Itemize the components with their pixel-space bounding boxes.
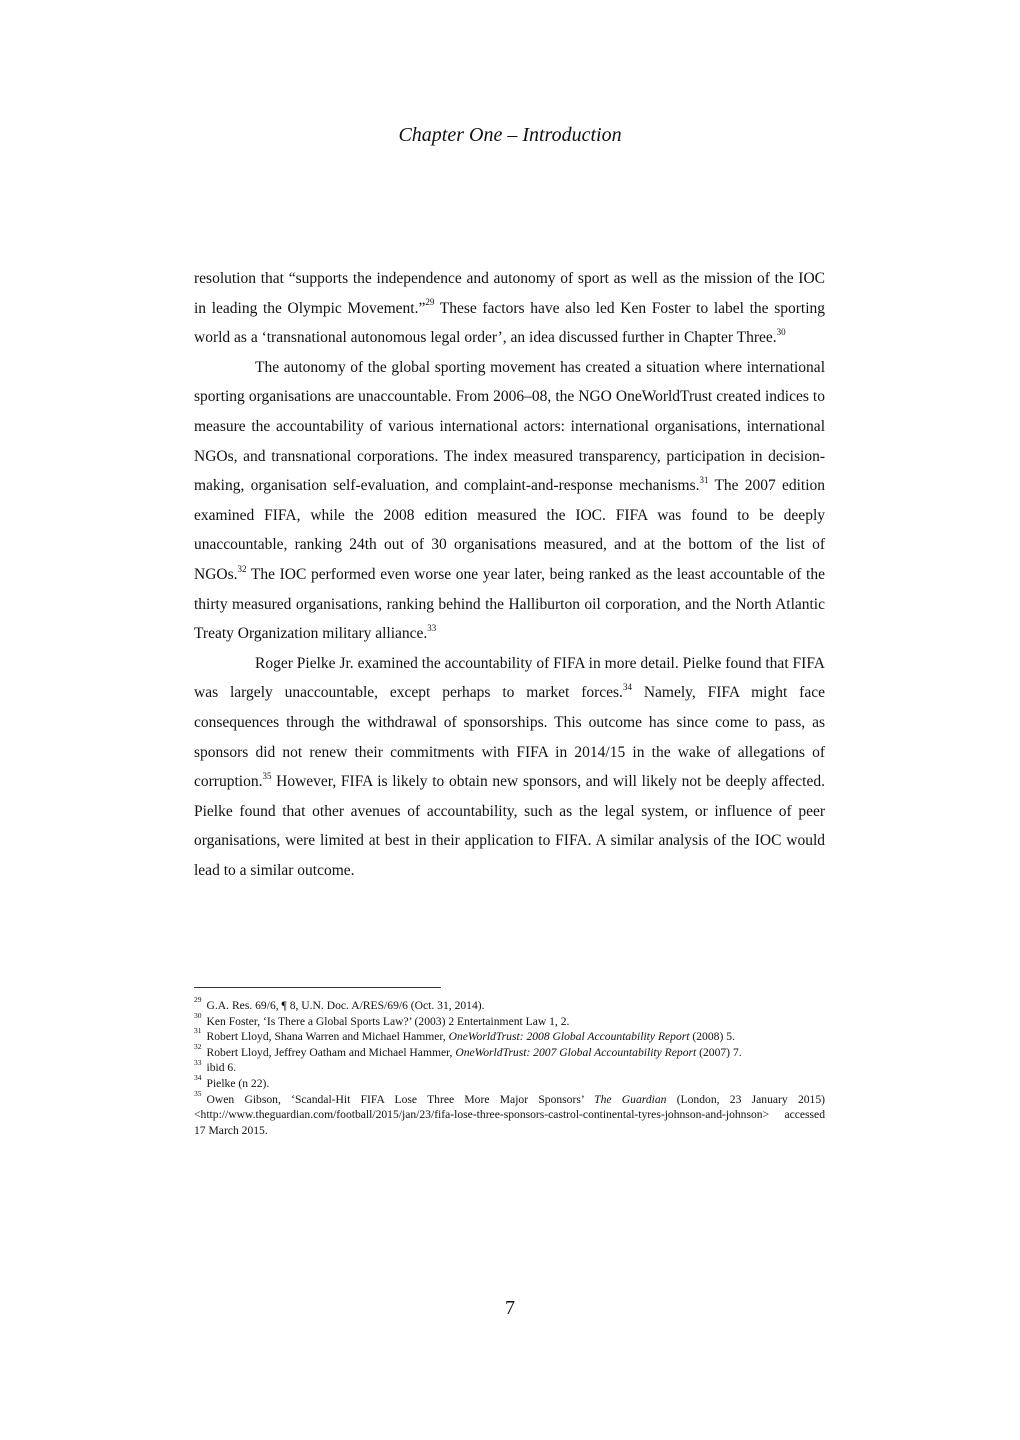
footnote-35 xyxy=(194,1088,826,1139)
footnote-number: 29 xyxy=(194,995,202,1005)
footnote-33 xyxy=(194,1057,825,1076)
footnote-number: 33 xyxy=(194,1057,202,1067)
text-run: The 2007 edition examined FIFA, while the 2008 edition measured the IOC. FIFA was found to be deeply unaccountable, ranking 24th out of 30 organisations measured, and at the bottom of the list of NGOs. xyxy=(194,477,825,583)
footnote-number: 34 xyxy=(194,1073,202,1083)
text-run: Roger Pielke Jr. examined the accountability of FIFA in more detail. Pielke found that FIFA was largely unaccountable, except perhaps to market forces. xyxy=(194,654,825,702)
footnote-number: 30 xyxy=(194,1010,202,1020)
text-run: resolution that “supports the independence and autonomy of sport as well as the mission of the IOC in leading the Olympic Movement.” xyxy=(194,270,825,317)
text-run: The IOC performed even worse one year later, being ranked as the least accountable of the thirty measured organisations, ranking behind the Halliburton oil corporation, and the North Atlantic Treaty Organization military alliance. xyxy=(194,565,825,643)
footnote-ref-29[interactable]: 29 xyxy=(425,297,435,308)
footnote-ref-34[interactable]: 34 xyxy=(622,682,632,693)
footnote-text: (London, 23 January 2015) <http://www.theguardian.com/football/2015/jan/23/fifa-lose-three-sponsors-castrol-continental-tyres-johnson-and-johnson> accessed 17 March 2015. xyxy=(194,1092,826,1137)
text-run: The autonomy of the global sporting movement has created a situation where international sporting organisations are unaccountable. From 2006–08, the NGO OneWorldTrust created indices to measure the accountability of various international actors: international organisations, international NGOs, and transnational corporations. The index measured transparency, participation in decision-making, organisation self-evaluation, and complaint-and-response mechanisms. xyxy=(194,358,825,495)
paragraph-2 xyxy=(194,353,825,649)
footnote-number: 32 xyxy=(194,1041,202,1051)
footnote-ref-33[interactable]: 33 xyxy=(427,622,437,633)
report-title: OneWorldTrust: 2008 Global Accountability Report xyxy=(448,1030,690,1044)
footnote-30 xyxy=(194,1010,825,1030)
footnote-text: G.A. Res. 69/6, ¶ 8, U.N. Doc. A/RES/69/6 (Oct. 31, 2014). xyxy=(206,999,485,1012)
footnote-text: Robert Lloyd, Jeffrey Oatham and Michael Hammer, xyxy=(206,1045,456,1059)
footnote-text: (2007) 7. xyxy=(696,1045,742,1059)
paragraph-1 xyxy=(194,264,825,353)
text-run: However, FIFA is likely to obtain new sponsors, and will likely not be deeply affected. Pielke found that other avenues of accountability, such as the legal system, or influence of peer organisations, were limited at best in their application to FIFA. A similar analysis of the IOC would lead to a similar outcome. xyxy=(194,773,825,879)
page-number: 7 xyxy=(505,1297,515,1319)
footnote-text: Pielke (n 22). xyxy=(206,1076,270,1090)
text-run: These factors have also led Ken Foster to label the sporting world as a ‘transnational autonomous legal order’, an idea discussed further in Chapter Three. xyxy=(194,299,826,347)
footnote-32 xyxy=(194,1041,825,1061)
footnotes xyxy=(194,995,826,1138)
footnote-34 xyxy=(194,1073,825,1092)
footnote-text: (2008) 5. xyxy=(689,1030,735,1044)
report-title: OneWorldTrust: 2007 Global Accountability Report xyxy=(455,1045,697,1059)
footnote-31 xyxy=(194,1026,825,1045)
footnote-text: ibid 6. xyxy=(206,1061,237,1075)
footnote-text: Ken Foster, ‘Is There a Global Sports Law?’ (2003) 2 Entertainment Law 1, 2. xyxy=(206,1014,570,1028)
footnote-ref-30[interactable]: 30 xyxy=(776,327,786,338)
footnote-text: Robert Lloyd, Shana Warren and Michael Hammer, xyxy=(206,1030,449,1044)
footnote-ref-32[interactable]: 32 xyxy=(237,563,247,574)
chapter-title: Chapter One – Introduction xyxy=(398,124,622,146)
paragraph-3 xyxy=(194,649,825,886)
footnote-number: 35 xyxy=(194,1088,202,1098)
newspaper-title: The Guardian xyxy=(594,1092,667,1106)
footnote-ref-31[interactable]: 31 xyxy=(699,475,709,485)
text-run: Namely, FIFA might face consequences through the withdrawal of sponsorships. This outcome has since come to pass, as sponsors did not renew their commitments with FIFA in 2014/15 in the wake of allegations of corruption. xyxy=(194,684,825,791)
footnote-number: 31 xyxy=(194,1026,202,1036)
footnote-29 xyxy=(194,995,825,1014)
footnote-ref-35[interactable]: 35 xyxy=(262,770,272,781)
footnote-divider xyxy=(194,987,441,988)
footnote-text: Owen Gibson, ‘Scandal-Hit FIFA Lose Three More Major Sponsors’ xyxy=(206,1092,595,1106)
body-text xyxy=(194,264,825,885)
